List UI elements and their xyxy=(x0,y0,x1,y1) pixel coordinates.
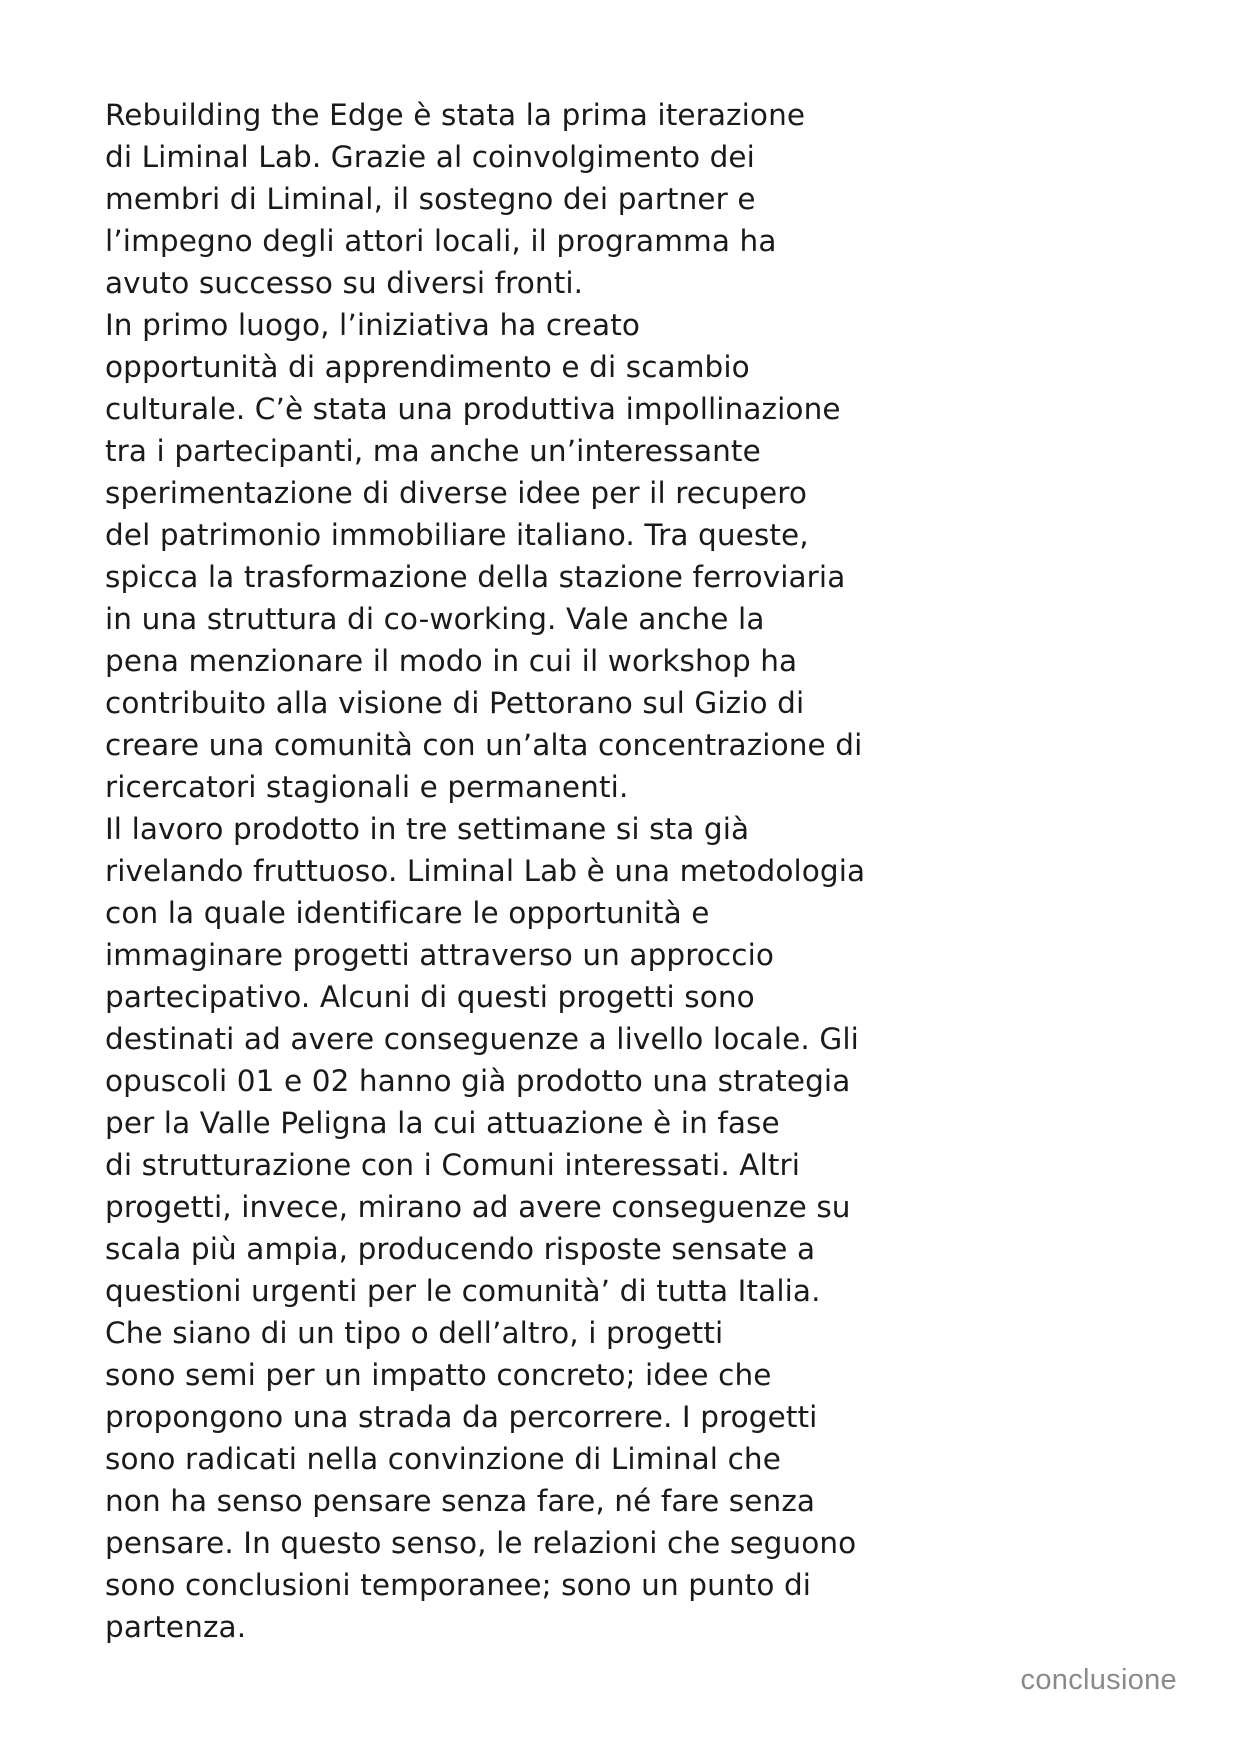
body-text xyxy=(63,94,866,1648)
paragraph-3 xyxy=(63,808,866,1312)
text-line: sono conclusioni temporanee; sono un punto di xyxy=(105,1568,812,1602)
section-label: conclusione xyxy=(1020,1664,1177,1696)
text-line: di Liminal Lab. Grazie al coinvolgimento dei xyxy=(105,140,755,174)
text-line: con la quale identificare le opportunità e xyxy=(105,896,710,930)
text-line: contribuito alla visione di Pettorano sul Gizio di xyxy=(105,686,805,720)
text-line: pena menzionare il modo in cui il workshop ha xyxy=(105,644,798,678)
paragraph-2 xyxy=(63,304,863,808)
text-line: non ha senso pensare senza fare, né fare senza xyxy=(105,1484,816,1518)
text-line: tra i partecipanti, ma anche un’interessante xyxy=(105,434,761,468)
text-line: opuscoli 01 e 02 hanno già prodotto una strategia xyxy=(105,1064,851,1098)
text-line: partenza. xyxy=(105,1610,247,1644)
text-line: immaginare progetti attraverso un approccio xyxy=(105,938,775,972)
text-line: di strutturazione con i Comuni interessati. Altri xyxy=(105,1148,801,1182)
text-line: sperimentazione di diverse idee per il recupero xyxy=(105,476,807,510)
text-line: In primo luogo, l’iniziativa ha creato xyxy=(105,308,641,342)
text-line: progetti, invece, mirano ad avere conseguenze su xyxy=(105,1190,851,1224)
text-line: creare una comunità con un’alta concentrazione di xyxy=(105,728,863,762)
text-line: pensare. In questo senso, le relazioni che seguono xyxy=(105,1526,857,1560)
text-line: ricercatori stagionali e permanenti. xyxy=(105,770,629,804)
text-line: culturale. C’è stata una produttiva impollinazione xyxy=(105,392,841,426)
text-line: Il lavoro prodotto in tre settimane si sta già xyxy=(105,812,750,846)
text-line: opportunità di apprendimento e di scambio xyxy=(105,350,750,384)
text-line: rivelando fruttuoso. Liminal Lab è una metodologia xyxy=(105,854,866,888)
paragraph-1 xyxy=(63,94,823,304)
text-line: Rebuilding the Edge è stata la prima iterazione xyxy=(105,98,806,132)
text-line: propongono una strada da percorrere. I progetti xyxy=(105,1400,818,1434)
paragraph-4 xyxy=(63,1312,857,1648)
text-line: avuto successo su diversi fronti. xyxy=(105,266,584,300)
text-line: del patrimonio immobiliare italiano. Tra queste, xyxy=(105,518,809,552)
text-line: per la Valle Peligna la cui attuazione è in fase xyxy=(105,1106,780,1140)
text-line: membri di Liminal, il sostegno dei partner e xyxy=(105,182,756,216)
text-line: spicca la trasformazione della stazione ferroviaria xyxy=(105,560,846,594)
text-line: destinati ad avere conseguenze a livello locale. Gli xyxy=(105,1022,859,1056)
text-line: sono radicati nella convinzione di Liminal che xyxy=(105,1442,781,1476)
text-line: Che siano di un tipo o dell’altro, i progetti xyxy=(105,1316,724,1350)
text-line: scala più ampia, producendo risposte sensate a xyxy=(105,1232,816,1266)
text-line: questioni urgenti per le comunità’ di tutta Italia. xyxy=(105,1274,821,1308)
text-line: l’impegno degli attori locali, il programma ha xyxy=(105,224,777,258)
text-line: partecipativo. Alcuni di questi progetti sono xyxy=(105,980,755,1014)
text-line: sono semi per un impatto concreto; idee che xyxy=(105,1358,772,1392)
text-line: in una struttura di co-working. Vale anche la xyxy=(105,602,765,636)
